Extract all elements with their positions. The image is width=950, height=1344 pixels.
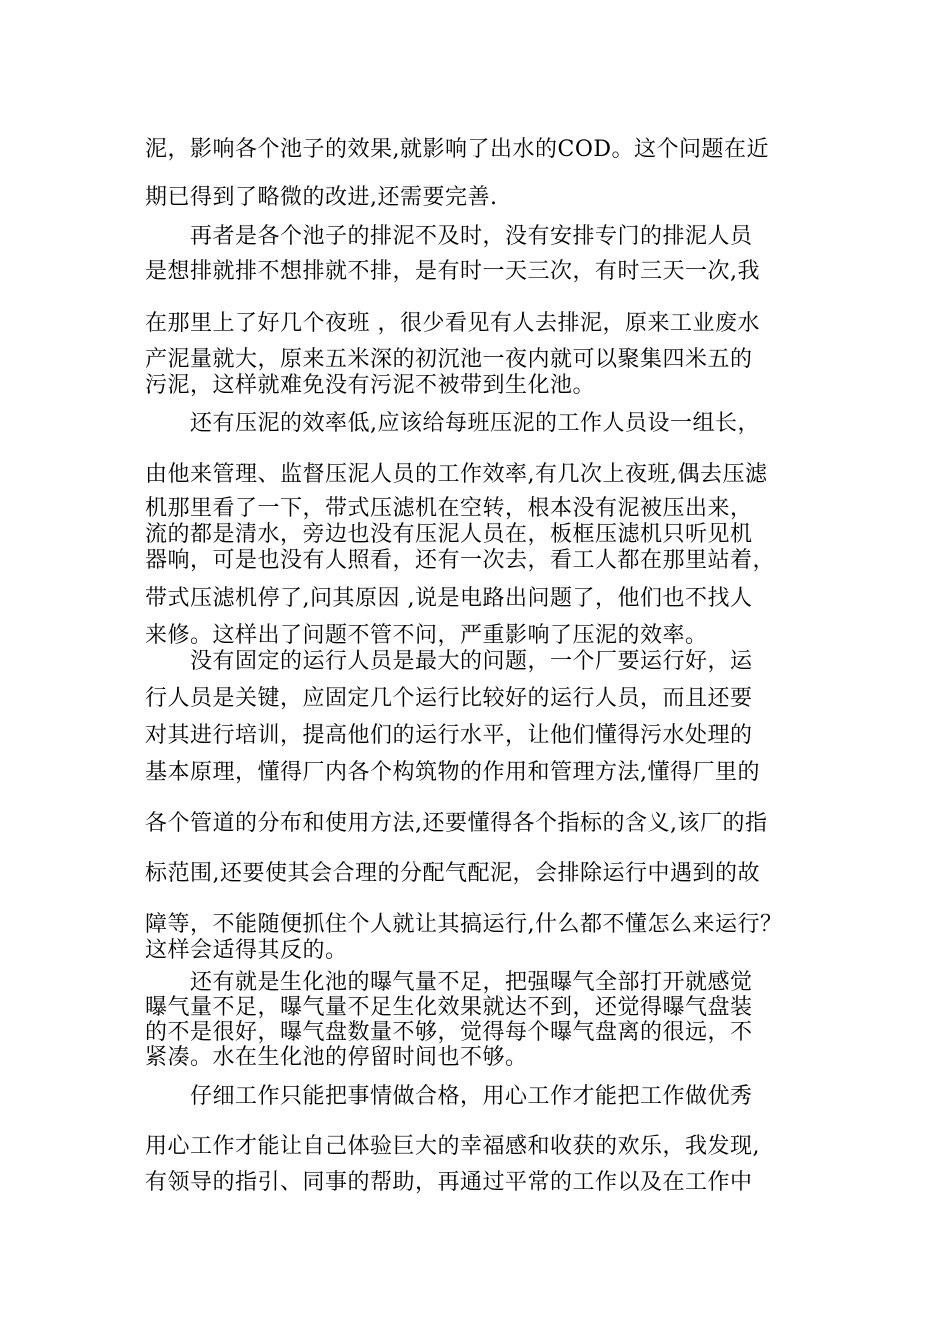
text-line: 这样会适得其反的。	[145, 938, 348, 963]
text-line: 标范围,还要使其会合理的分配气配泥，会排除运行中遇到的故	[145, 861, 760, 886]
text-line: 紧凑。水在生化池的停留时间也不够。	[145, 1045, 528, 1070]
text-line: 仔细工作只能把事情做合格，用心工作才能把工作做优秀	[145, 1084, 753, 1109]
text-line: 来修。这样出了问题不管不问，严重影响了压泥的效率。	[145, 623, 708, 648]
text-line: 对其进行培训，提高他们的运行水平，让他们懂得污水处理的	[145, 723, 753, 748]
text-line: 在那里上了好几个夜班 ，很少看见有人去排泥，原来工业废水	[145, 311, 760, 336]
text-line: 流的都是清水，旁边也没有压泥人员在，板框压滤机只听见机	[145, 522, 753, 547]
text-line: 的不是很好，曝气盘数量不够，觉得每个曝气盘离的很远，不	[145, 1020, 753, 1045]
text-line: 器响，可是也没有人照看，还有一次去，看工人都在那里站着，	[145, 548, 776, 573]
text-line: 没有固定的运行人员是最大的问题，一个厂要运行好，运	[145, 649, 753, 674]
text-line: 是想排就排不想排就不排，是有时一天三次，有时三天一次,我	[145, 259, 760, 284]
text-line: 还有就是生化池的曝气量不足，把强曝气全部打开就感觉	[145, 970, 753, 995]
text-line: 产泥量就大，原来五米深的初沉池一夜内就可以聚集四米五的	[145, 347, 753, 372]
text-line: 带式压滤机停了,问其原因 ,说是电路出问题了，他们也不找人	[145, 586, 753, 611]
text-line: 障等，不能随便抓住个人就让其搞运行,什么都不懂怎么来运行？	[145, 912, 783, 937]
text-line: 期已得到了略微的改进,还需要完善.	[145, 185, 498, 210]
text-line: 还有压泥的效率低,应该给每班压泥的工作人员设一组长，	[145, 411, 760, 436]
text-line: 污泥，这样就难免没有污泥不被带到生化池。	[145, 373, 596, 398]
text-line: 有领导的指引、同事的帮助，再通过平常的工作以及在工作中	[145, 1170, 753, 1195]
text-line: 由他来管理、监督压泥人员的工作效率,有几次上夜班,偶去压滤	[145, 462, 768, 487]
text-line: 机那里看了一下，带式压滤机在空转，根本没有泥被压出来，	[145, 496, 753, 521]
text-line: 用心工作才能让自己体验巨大的幸福感和收获的欢乐，我发现,	[145, 1134, 760, 1159]
text-line: 再者是各个池子的排泥不及时，没有安排专门的排泥人员	[145, 224, 753, 249]
text-line: 泥，影响各个池子的效果,就影响了出水的COD。这个问题在近	[145, 137, 770, 162]
text-line: 行人员是关键，应固定几个运行比较好的运行人员，而且还要	[145, 686, 753, 711]
text-line: 曝气量不足，曝气量不足生化效果就达不到，还觉得曝气盘装	[145, 995, 753, 1020]
text-line: 基本原理，懂得厂内各个构筑物的作用和管理方法,懂得厂里的	[145, 760, 760, 785]
text-line: 各个管道的分布和使用方法,还要懂得各个指标的含义,该厂的指	[145, 811, 768, 836]
